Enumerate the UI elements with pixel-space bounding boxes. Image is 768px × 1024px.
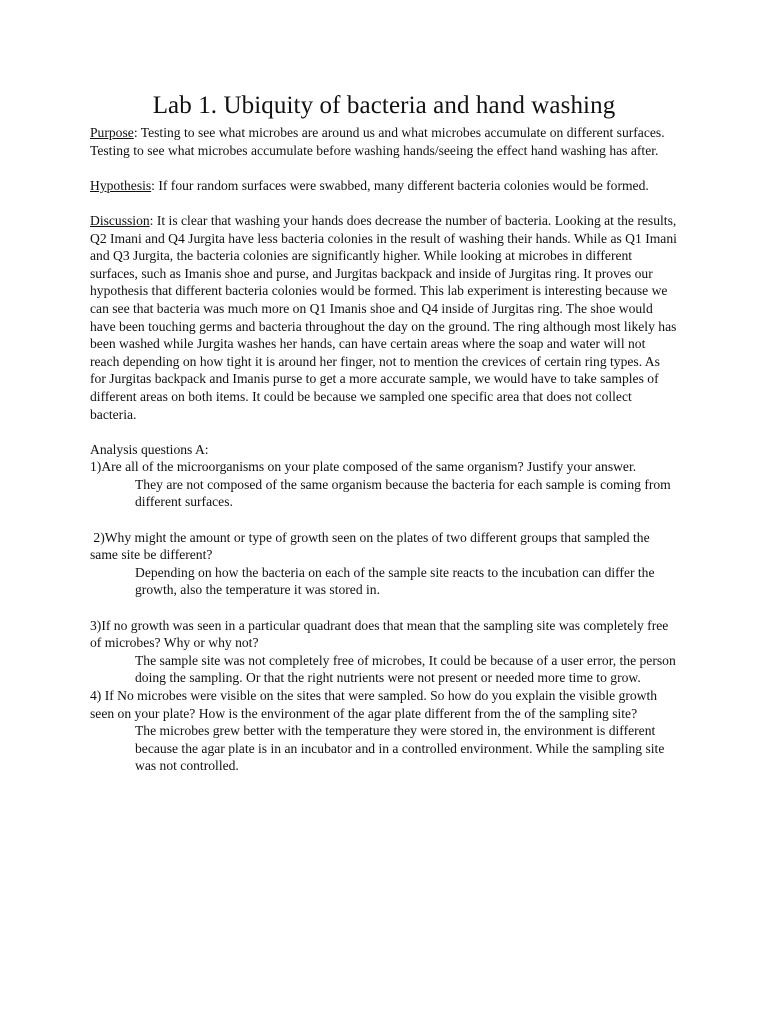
purpose-label: Purpose <box>90 125 134 140</box>
discussion-label: Discussion <box>90 212 150 228</box>
document-title: Lab 1. Ubiquity of bacteria and hand washing <box>152 92 616 119</box>
answer-1: They are not composed of the same organism because the bacteria for each sample is coming from different surfaces. <box>135 476 671 510</box>
discussion-paragraph <box>90 212 678 423</box>
hypothesis-paragraph <box>90 177 678 195</box>
question-1: 1)Are all of the microorganisms on your plate composed of the same organism? Justify your answer. <box>90 459 637 475</box>
answer-4: The microbes grew better with the temperature they were stored in, the environment is different because the agar plate is in an incubator and in a controlled environment. While the sampling site was not controlled. <box>135 723 665 774</box>
discussion-text: : It is clear that washing your hands does decrease the number of bacteria. Looking at the results, Q2 Imani and Q4 Jurgita have less bacteria colonies in the result of washing their hands. While as Q1 Imani and Q3 Jurgita, the bacteria colonies are significantly higher. While looking at microbes in different surfaces, such as Imanis shoe and purse, and Jurgitas backpack and inside of Jurgitas ring. It proves our hypothesis that different bacteria colonies would be formed. This lab experiment is interesting because we can see that bacteria was much more on Q1 Imanis shoe and Q4 inside of Jurgitas ring. The shoe would have been touching germs and bacteria throughout the day on the ground. The ring although most likely has been washed while Jurgita washes her hands, can have certain areas where the soap and water will not reach depending on how tight it is around her finger, not to mention the crevices of certain ring types. As for Jurgitas backpack and Imanis purse to get a more accurate sample, we would have to take samples of different areas on both items. It could be because we sampled one specific area that does not collect bacteria. <box>90 212 677 422</box>
document-body <box>90 124 678 775</box>
question-3: 3)If no growth was seen in a particular quadrant does that mean that the sampling site was completely free of microbes? Why or why not? <box>90 617 669 651</box>
question-4: 4) If No microbes were visible on the sites that were sampled. So how do you explain the visible growth seen on your plate? How is the environment of the agar plate different from the of the sampling site? <box>90 688 658 721</box>
purpose-text: : Testing to see what microbes are around us and what microbes accumulate on different surfaces. Testing to see what microbes accumulate before washing hands/seeing the effect hand washing has after. <box>90 125 665 158</box>
question-2: 2)Why might the amount or type of growth seen on the plates of two different groups that sampled the same site be different? <box>90 529 654 563</box>
analysis-heading: Analysis questions A: <box>90 441 209 457</box>
purpose-paragraph <box>90 124 678 159</box>
hypothesis-text: : If four random surfaces were swabbed, many different bacteria colonies would be formed. <box>151 177 649 193</box>
hypothesis-label: Hypothesis <box>90 177 152 193</box>
answer-2: Depending on how the bacteria on each of the sample site reacts to the incubation can differ the growth, also the temperature it was stored in. <box>135 564 655 598</box>
answer-3: The sample site was not completely free of microbes, It could be because of a user error, the person doing the sampling. Or that the right nutrients were not present or needed more time to grow. <box>135 652 676 686</box>
